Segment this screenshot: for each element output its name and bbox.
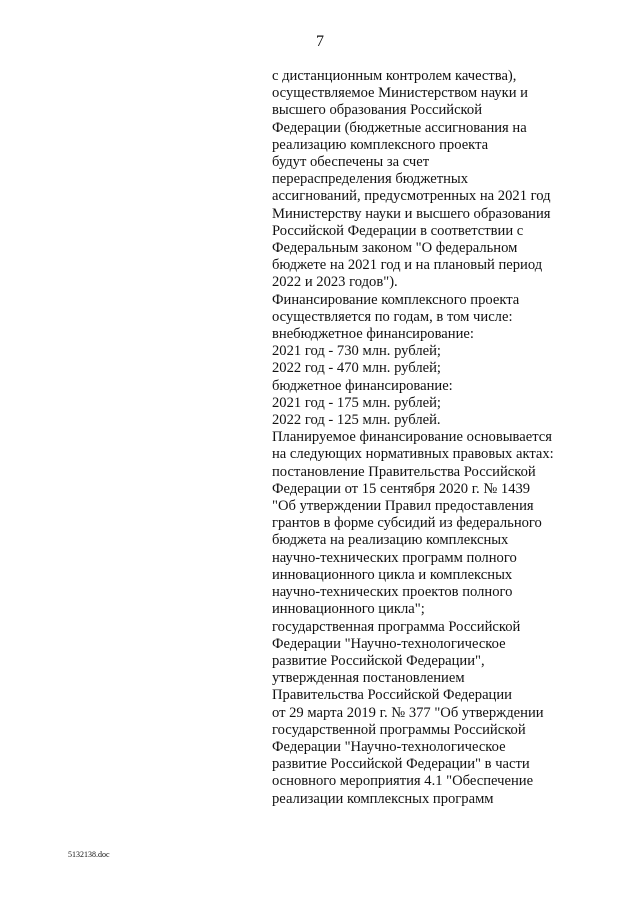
text-line: Финансирование комплексного проекта — [272, 291, 520, 308]
text-line: высшего образования Российской — [272, 102, 483, 119]
text-line: реализацию комплексного проекта — [272, 136, 489, 153]
text-line: бюджете на 2021 год и на плановый период — [272, 257, 543, 274]
text-line: от 29 марта 2019 г. № 377 "Об утверждении — [272, 704, 544, 721]
text-line: государственная программа Российской — [272, 618, 521, 635]
text-line: бюджета на реализацию комплексных — [272, 532, 509, 549]
text-line: научно-технических проектов полного — [272, 584, 513, 601]
text-line: Федерации (бюджетные ассигнования на — [272, 119, 527, 136]
text-line: 2021 год - 730 млн. рублей; — [272, 343, 441, 360]
text-line: Федерации от 15 сентября 2020 г. № 1439 — [272, 480, 531, 497]
text-line: 2022 год - 470 млн. рублей; — [272, 360, 441, 377]
text-line: на следующих нормативных правовых актах: — [272, 446, 554, 463]
text-line: Федеральным законом "О федеральном — [272, 240, 518, 257]
text-line: будут обеспечены за счет — [272, 154, 430, 171]
document-file-code: 5132138.doc — [68, 850, 110, 859]
text-line: 2021 год - 175 млн. рублей; — [272, 394, 441, 411]
text-line: основного мероприятия 4.1 "Обеспечение — [272, 773, 534, 790]
text-line: 2022 и 2023 годов"). — [272, 274, 398, 291]
text-line: бюджетное финансирование: — [272, 377, 453, 394]
text-line: Федерации "Научно-технологическое — [272, 635, 506, 652]
text-line: развитие Российской Федерации" в части — [272, 756, 530, 773]
text-line: Планируемое финансирование основывается — [272, 429, 552, 446]
text-line: постановление Правительства Российской — [272, 463, 536, 480]
text-line: 2022 год - 125 млн. рублей. — [272, 412, 441, 429]
text-line: инновационного цикла и комплексных — [272, 566, 513, 583]
text-line: научно-технических программ полного — [272, 549, 517, 566]
text-line: Правительства Российской Федерации — [272, 687, 512, 704]
text-line: осуществляемое Министерством науки и — [272, 85, 528, 102]
text-line: государственной программы Российской — [272, 721, 526, 738]
text-line: Российской Федерации в соответствии с — [272, 222, 524, 239]
text-line: инновационного цикла"; — [272, 601, 425, 618]
text-line: Министерству науки и высшего образования — [272, 205, 551, 222]
text-line: развитие Российской Федерации", — [272, 652, 485, 669]
text-line: внебюджетное финансирование: — [272, 326, 474, 343]
text-line: осуществляется по годам, в том числе: — [272, 308, 513, 325]
text-line: с дистанционным контролем качества), — [272, 68, 517, 84]
text-line: перераспределения бюджетных — [272, 171, 469, 188]
text-line: утвержденная постановлением — [272, 670, 465, 687]
page-number: 7 — [316, 33, 324, 50]
text-line: Федерации "Научно-технологическое — [272, 738, 506, 755]
text-line: реализации комплексных программ — [272, 790, 494, 807]
document-text-column — [272, 68, 602, 808]
text-line: ассигнований, предусмотренных на 2021 год — [272, 188, 551, 205]
text-line: "Об утверждении Правил предоставления — [272, 498, 534, 515]
text-line: грантов в форме субсидий из федерального — [272, 515, 542, 532]
